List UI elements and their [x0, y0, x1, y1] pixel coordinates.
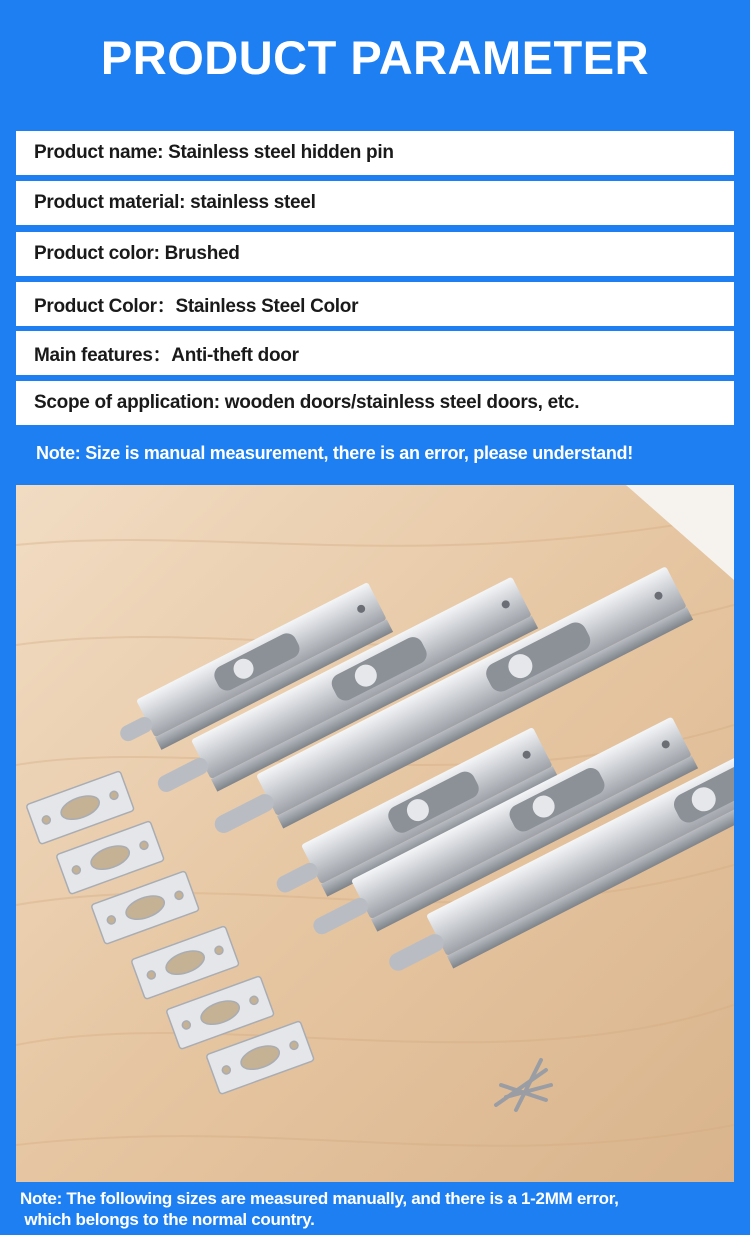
product-photo — [16, 485, 734, 1182]
page-title: PRODUCT PARAMETER — [100, 31, 650, 84]
param-row-scope: Scope of application: wooden doors/stainless steel doors, etc. — [16, 381, 734, 425]
note-size-error-line1: Note: The following sizes are measured manually, and there is a 1-2MM error, — [20, 1189, 619, 1208]
note-size-measurement: Note: Size is manual measurement, there is an error, please understand! — [36, 443, 633, 463]
note-size-error-line2: which belongs to the normal country. — [20, 1210, 315, 1229]
param-row-product-color: Product color: Brushed — [16, 232, 734, 276]
note-size-error — [20, 1188, 730, 1230]
param-row-product-material: Product material: stainless steel — [16, 181, 734, 225]
param-row-main-features: Main features：Anti-theft door — [16, 331, 734, 375]
param-row-product-color-2: Product Color：Stainless Steel Color — [16, 282, 734, 326]
param-row-product-name: Product name: Stainless steel hidden pin — [16, 131, 734, 175]
